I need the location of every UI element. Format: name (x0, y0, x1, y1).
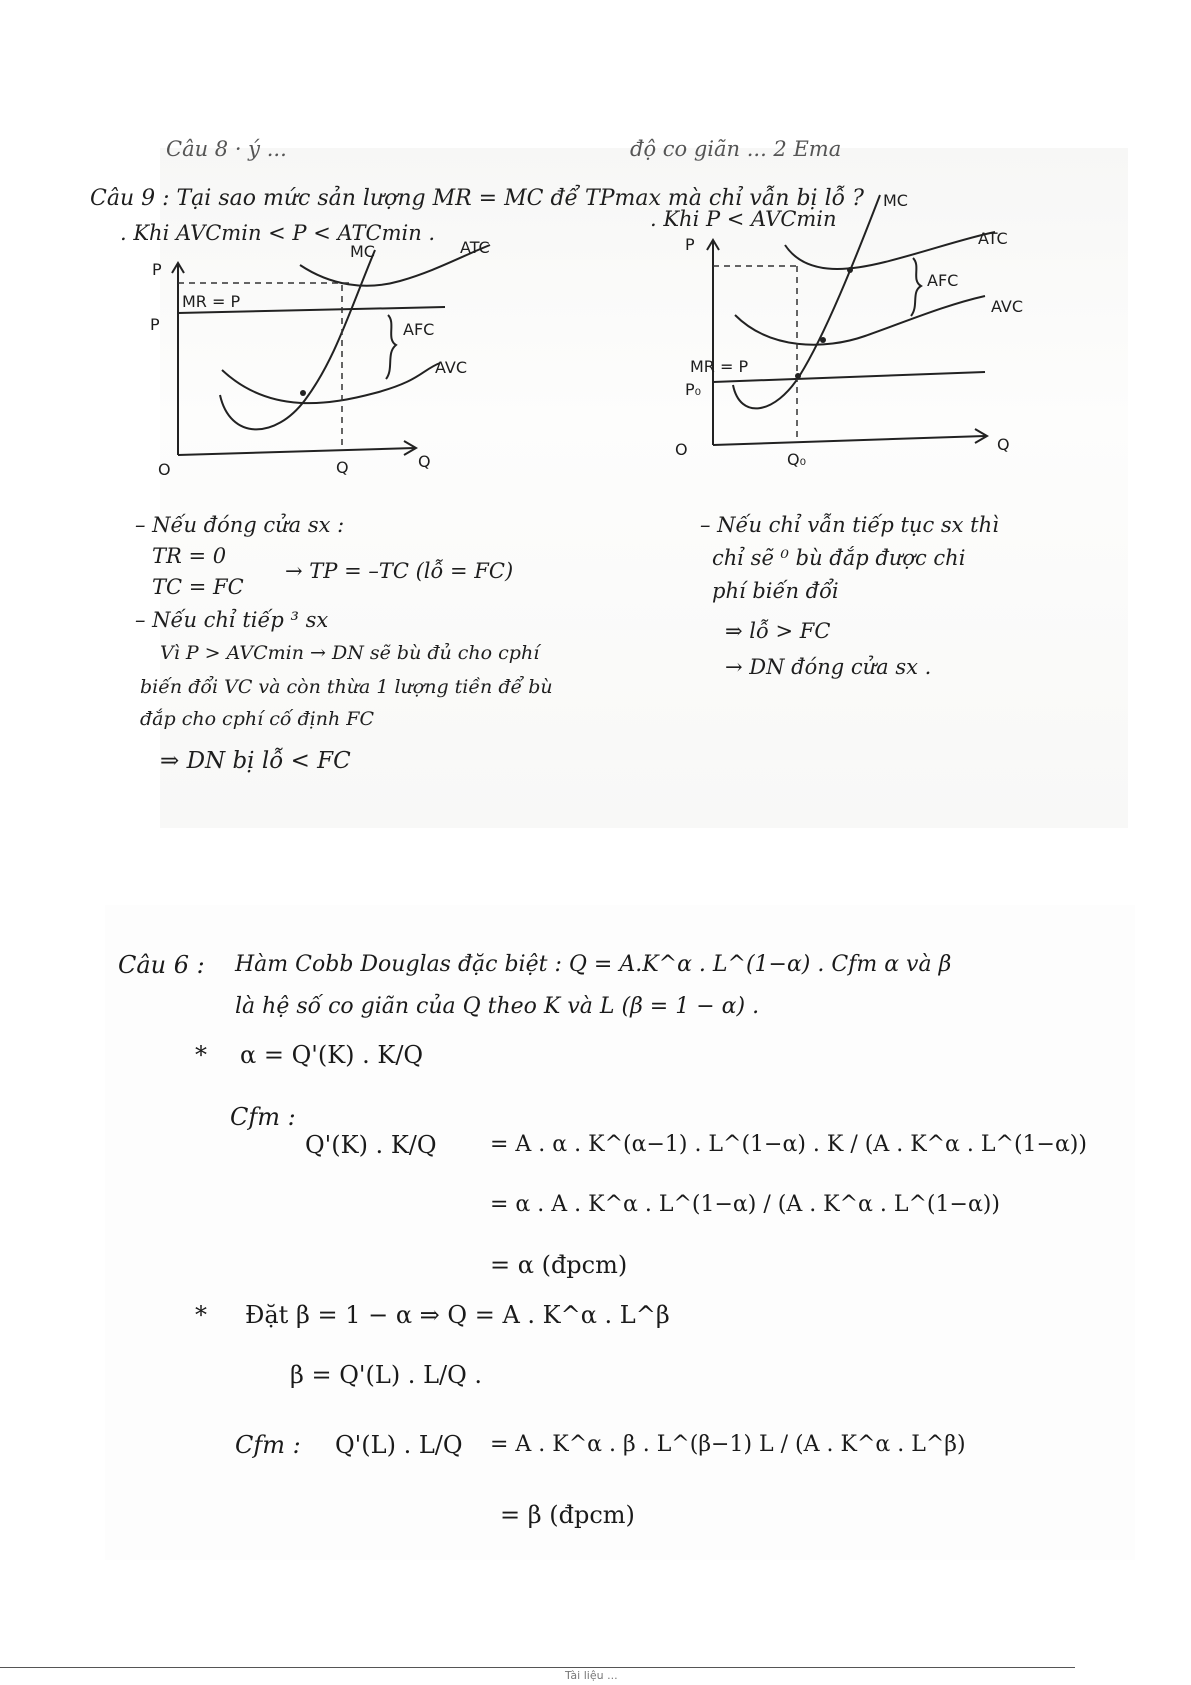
alpha-proof-label: Cfm : (230, 1103, 296, 1131)
left-note-5: – Nếu chỉ tiếp ³ sx (135, 608, 329, 632)
question-6-label: Câu 6 : (118, 951, 205, 979)
right-q-axis (713, 436, 985, 445)
left-label-mc: MC (350, 242, 375, 261)
left-note-6: Vì P > AVCmin → DN sẽ bù đủ cho cphí (160, 642, 540, 664)
right-label-afc: AFC (927, 271, 959, 290)
left-note-1: – Nếu đóng cửa sx : (135, 513, 345, 537)
cut-text-top-right: độ co giãn ... 2 Ema (630, 137, 842, 161)
right-mc-atc-point (847, 267, 853, 273)
right-label-avc: AVC (991, 297, 1024, 316)
left-note-7: biến đổi VC và còn thừa 1 lượng tiền để bù (140, 676, 553, 698)
left-avc-curve (222, 363, 440, 403)
footer-rule (0, 1667, 1075, 1668)
question-9-title: Câu 9 : Tại sao mức sản lượng MR = MC để TPmax mà chỉ vẫn bị lỗ ? (90, 186, 864, 211)
right-case-heading: . Khi P < AVCmin (650, 207, 837, 231)
beta-proof-step-1: = A . K^α . β . L^(β−1) L / (A . K^α . L^β) (490, 1432, 966, 1457)
left-cost-graph (150, 238, 490, 505)
right-note-4: ⇒ lỗ > FC (725, 619, 831, 643)
question-6-line-2: là hệ số co giãn của Q theo K và L (β = 1 − α) . (235, 994, 760, 1019)
right-label-q0: Q₀ (787, 450, 807, 469)
right-atc-curve (785, 232, 995, 269)
right-mr-line (713, 372, 985, 382)
left-label-q-point: Q (336, 458, 349, 477)
left-note-8: đắp cho cphí cố định FC (140, 708, 374, 730)
left-label-mr: MR = P (182, 292, 241, 311)
right-label-p-axis: P (685, 235, 695, 254)
left-label-atc: ATC (460, 238, 490, 257)
cut-text-top-left: Câu 8 · ý ... (166, 137, 287, 161)
alpha-proof-lhs: Q'(K) . K/Q (305, 1131, 437, 1159)
right-label-q-axis: Q (997, 435, 1010, 454)
beta-proof-lhs: Q'(L) . L/Q (335, 1431, 463, 1459)
right-label-mr: MR = P (690, 357, 749, 376)
question-6-line-1: Hàm Cobb Douglas đặc biệt : Q = A.K^α . L^(1−α) . Cfm α và β (235, 952, 952, 977)
left-afc-brace (386, 315, 396, 379)
beta-definition: β = Q'(L) . L/Q . (290, 1361, 483, 1389)
beta-proof-result: = β (đpcm) (500, 1501, 635, 1529)
left-note-conclusion: ⇒ DN bị lỗ < FC (160, 748, 351, 774)
left-label-avc: AVC (435, 358, 468, 377)
right-note-1: – Nếu chỉ vẫn tiếp tục sx thì (700, 513, 999, 537)
beta-bullet: * (195, 1301, 207, 1329)
right-note-2: chỉ sẽ ⁰ bù đắp được chi (712, 546, 966, 570)
alpha-bullet: * (195, 1041, 207, 1069)
left-note-4: → TP = –TC (lỗ = FC) (285, 559, 514, 583)
left-q-axis (178, 448, 415, 455)
left-label-p-axis: P (152, 260, 162, 279)
left-label-q-axis: Q (418, 452, 431, 471)
right-avc-min-point (795, 373, 801, 379)
right-note-5: → DN đóng cửa sx . (725, 655, 932, 679)
right-afc-brace (911, 258, 921, 316)
right-label-p0: P₀ (685, 380, 702, 399)
footer-text: Tài liệu ... (565, 1669, 618, 1682)
left-label-afc: AFC (403, 320, 435, 339)
left-case-heading: . Khi AVCmin < P < ATCmin . (120, 221, 436, 245)
left-label-origin: O (158, 460, 171, 479)
alpha-proof-step-2: = α . A . K^α . L^(1−α) / (A . K^α . L^(1−α)) (490, 1192, 1000, 1217)
alpha-proof-result: = α (đpcm) (490, 1251, 628, 1279)
left-note-2: TR = 0 (152, 544, 227, 568)
right-note-3: phí biến đổi (712, 579, 839, 603)
left-label-p: P (150, 315, 160, 334)
right-mc-avc-point (820, 337, 826, 343)
left-avc-min-point (300, 390, 306, 396)
beta-substitution: Đặt β = 1 − α ⇒ Q = A . K^α . L^β (245, 1301, 670, 1329)
alpha-definition: α = Q'(K) . K/Q (240, 1041, 424, 1069)
right-avc-curve (735, 296, 985, 345)
right-label-mc: MC (883, 191, 908, 210)
beta-proof-label: Cfm : (235, 1431, 301, 1459)
right-label-atc: ATC (978, 229, 1008, 248)
right-label-origin: O (675, 440, 688, 459)
right-cost-graph (675, 191, 1055, 490)
alpha-proof-step-1: = A . α . K^(α−1) . L^(1−α) . K / (A . K^α . L^(1−α)) (490, 1132, 1087, 1157)
left-note-3: TC = FC (152, 575, 244, 599)
